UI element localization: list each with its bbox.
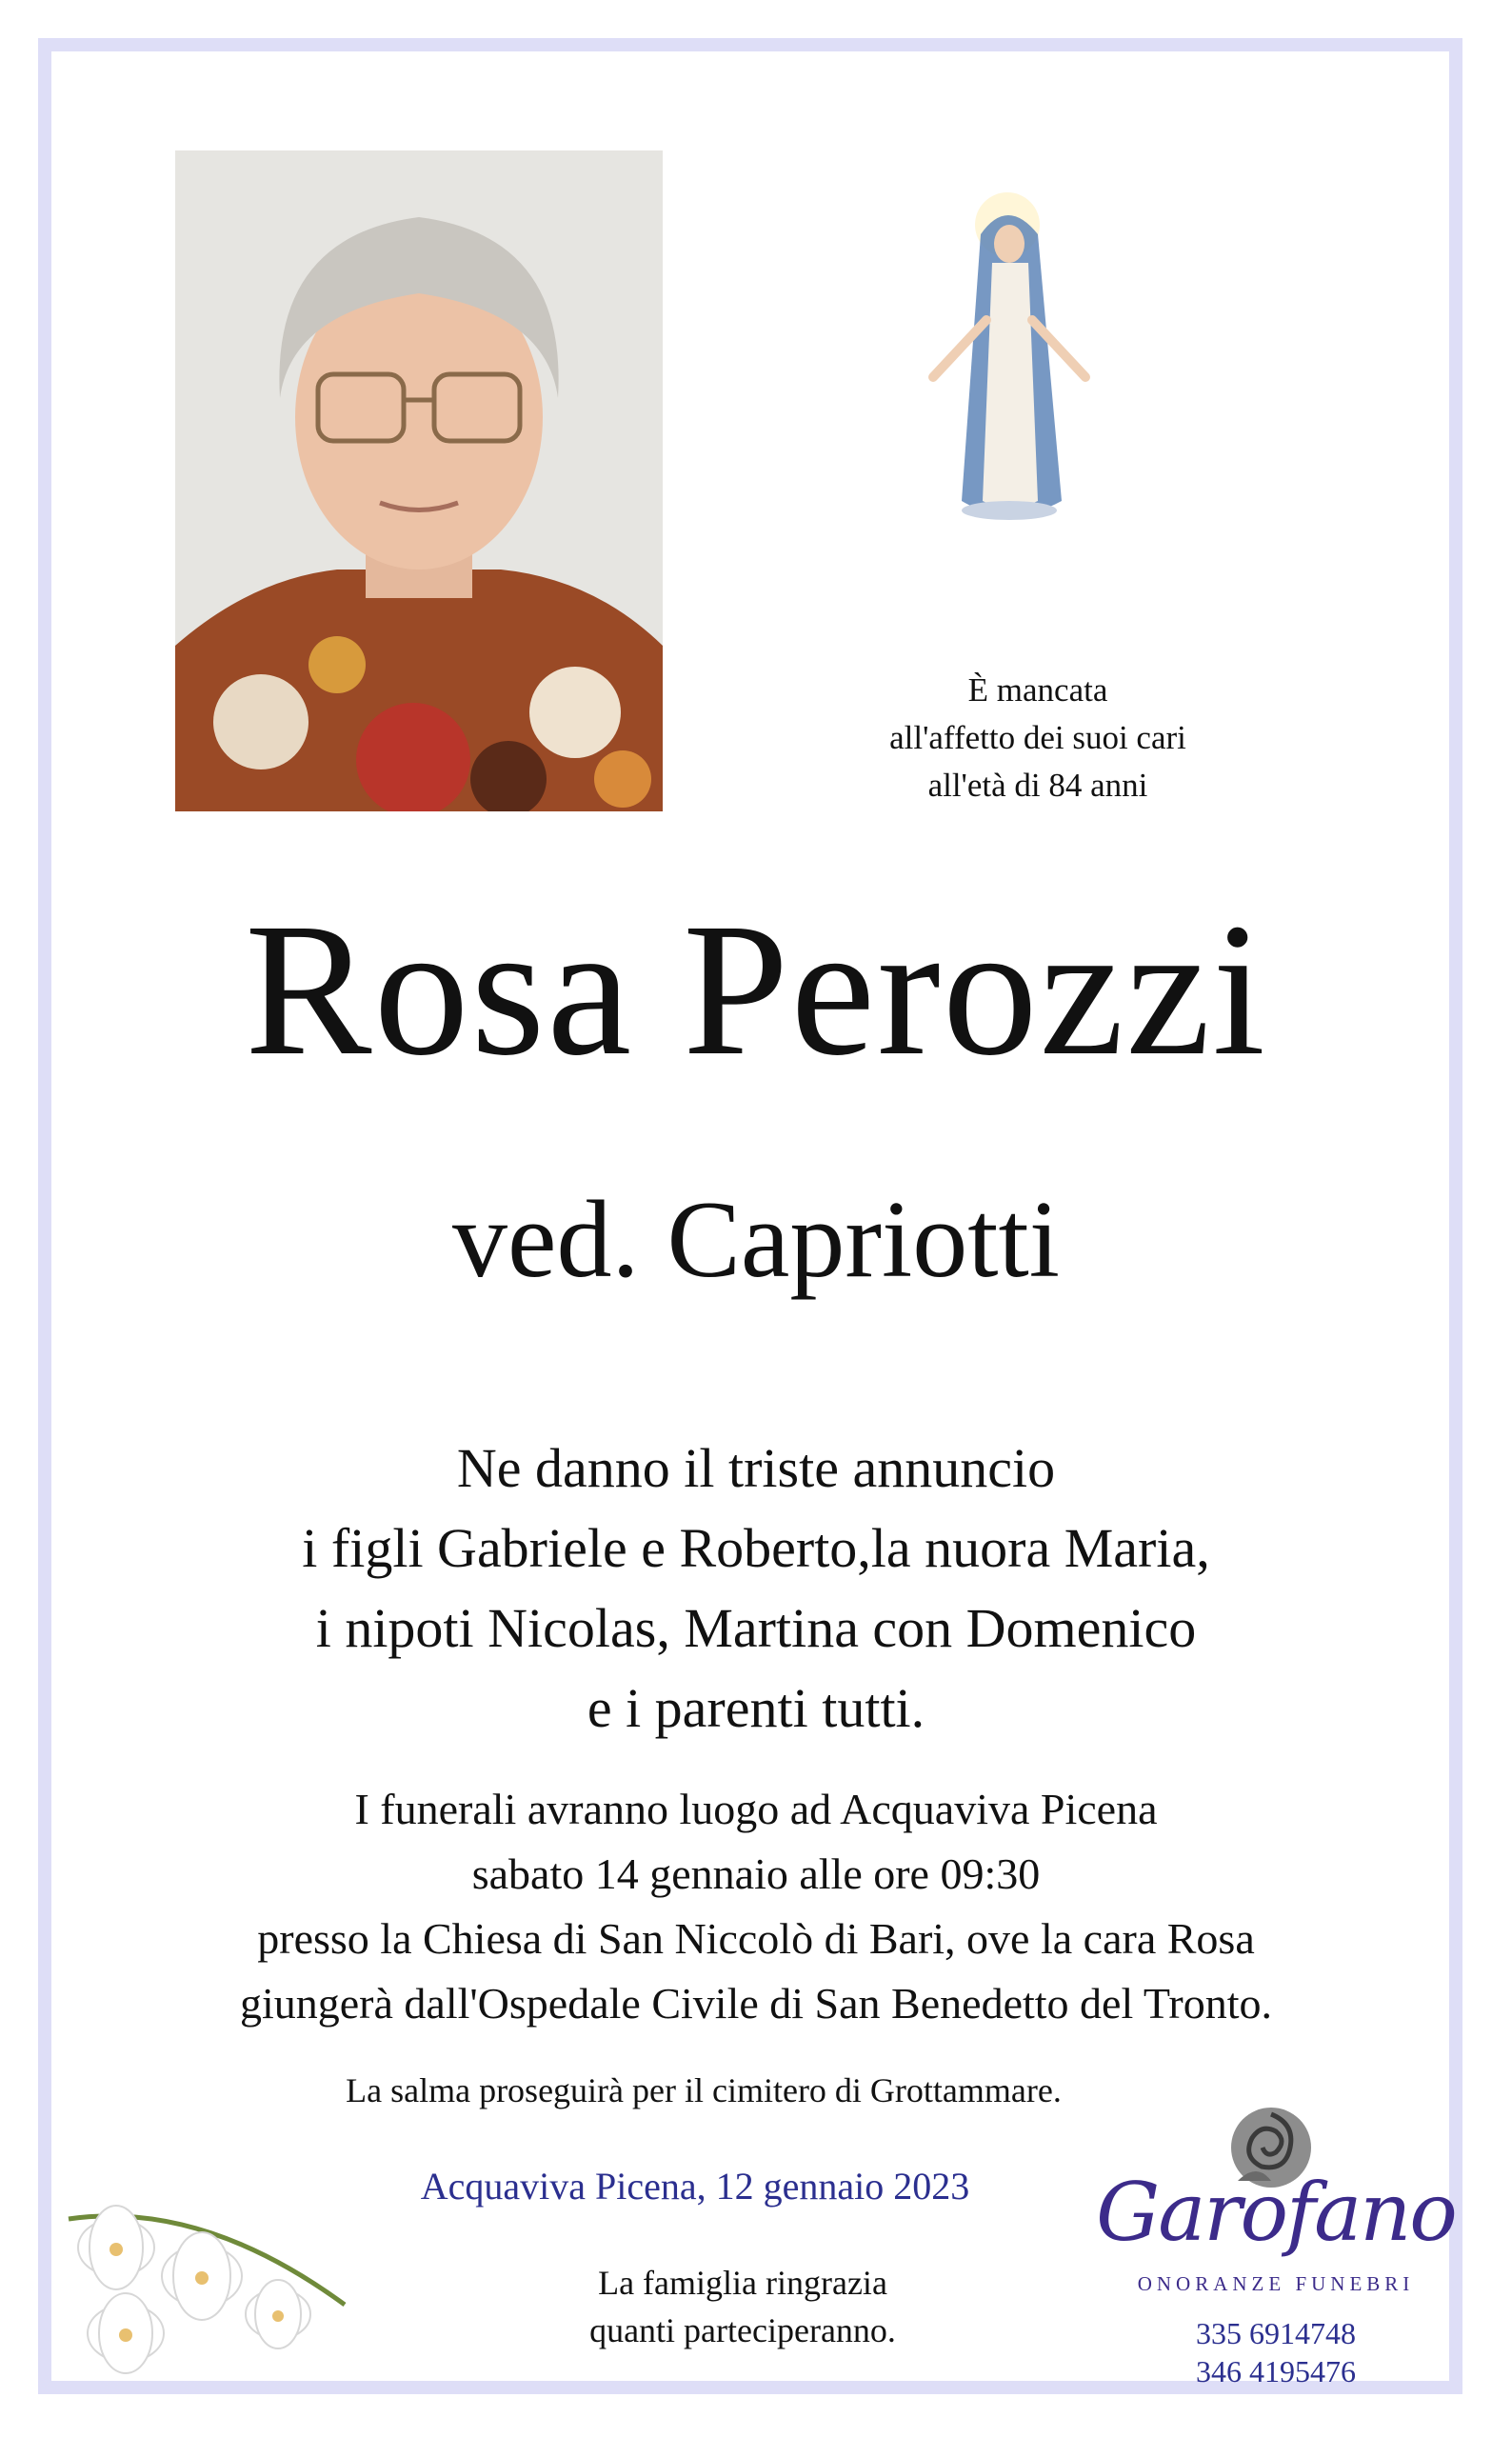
dateline: Acquaviva Picena, 12 gennaio 2023 bbox=[420, 2165, 970, 2208]
intro-line: È mancata bbox=[967, 671, 1108, 709]
announcement-line: e i parenti tutti. bbox=[587, 1677, 925, 1739]
funeral-line: presso la Chiesa di San Niccolò di Bari, ove la cara Rosa bbox=[257, 1914, 1255, 1963]
thanks-line: quanti parteciperanno. bbox=[589, 2311, 896, 2349]
agency-phone: 335 6914748 bbox=[1196, 2316, 1356, 2350]
thanks-note bbox=[476, 2259, 1009, 2354]
agency-logo bbox=[1095, 2086, 1457, 2400]
announcement bbox=[0, 1429, 1512, 1749]
agency-phone: 346 4195476 bbox=[1196, 2354, 1356, 2388]
thanks-line: La famiglia ringrazia bbox=[598, 2264, 887, 2302]
agency-name: Garofano bbox=[1096, 2166, 1456, 2259]
intro-line: all'affetto dei suoi cari bbox=[889, 719, 1186, 756]
orchid-flowers bbox=[59, 2162, 354, 2381]
announcement-line: i figli Gabriele e Roberto,la nuora Maria, bbox=[302, 1517, 1210, 1579]
funeral-line: giungerà dall'Ospedale Civile di San Benedetto del Tronto. bbox=[239, 1979, 1272, 2028]
funeral-details bbox=[0, 1777, 1512, 2036]
intro-line: all'età di 84 anni bbox=[927, 767, 1148, 804]
funeral-line: I funerali avranno luogo ad Acquaviva Picena bbox=[354, 1785, 1158, 1833]
deceased-name: Rosa Perozzi bbox=[245, 885, 1267, 1095]
portrait-photo bbox=[175, 150, 663, 811]
madonna-image bbox=[895, 187, 1124, 539]
announcement-line: Ne danno il triste annuncio bbox=[456, 1437, 1056, 1499]
burial-note: La salma proseguirà per il cimitero di Grottammare. bbox=[346, 2071, 1062, 2109]
announcement-line: i nipoti Nicolas, Martina con Domenico bbox=[315, 1597, 1197, 1659]
agency-subtitle: ONORANZE FUNEBRI bbox=[1137, 2272, 1415, 2295]
funeral-line: sabato 14 gennaio alle ore 09:30 bbox=[471, 1849, 1041, 1898]
intro-text bbox=[781, 667, 1295, 809]
widow-of: ved. Capriotti bbox=[452, 1179, 1060, 1301]
